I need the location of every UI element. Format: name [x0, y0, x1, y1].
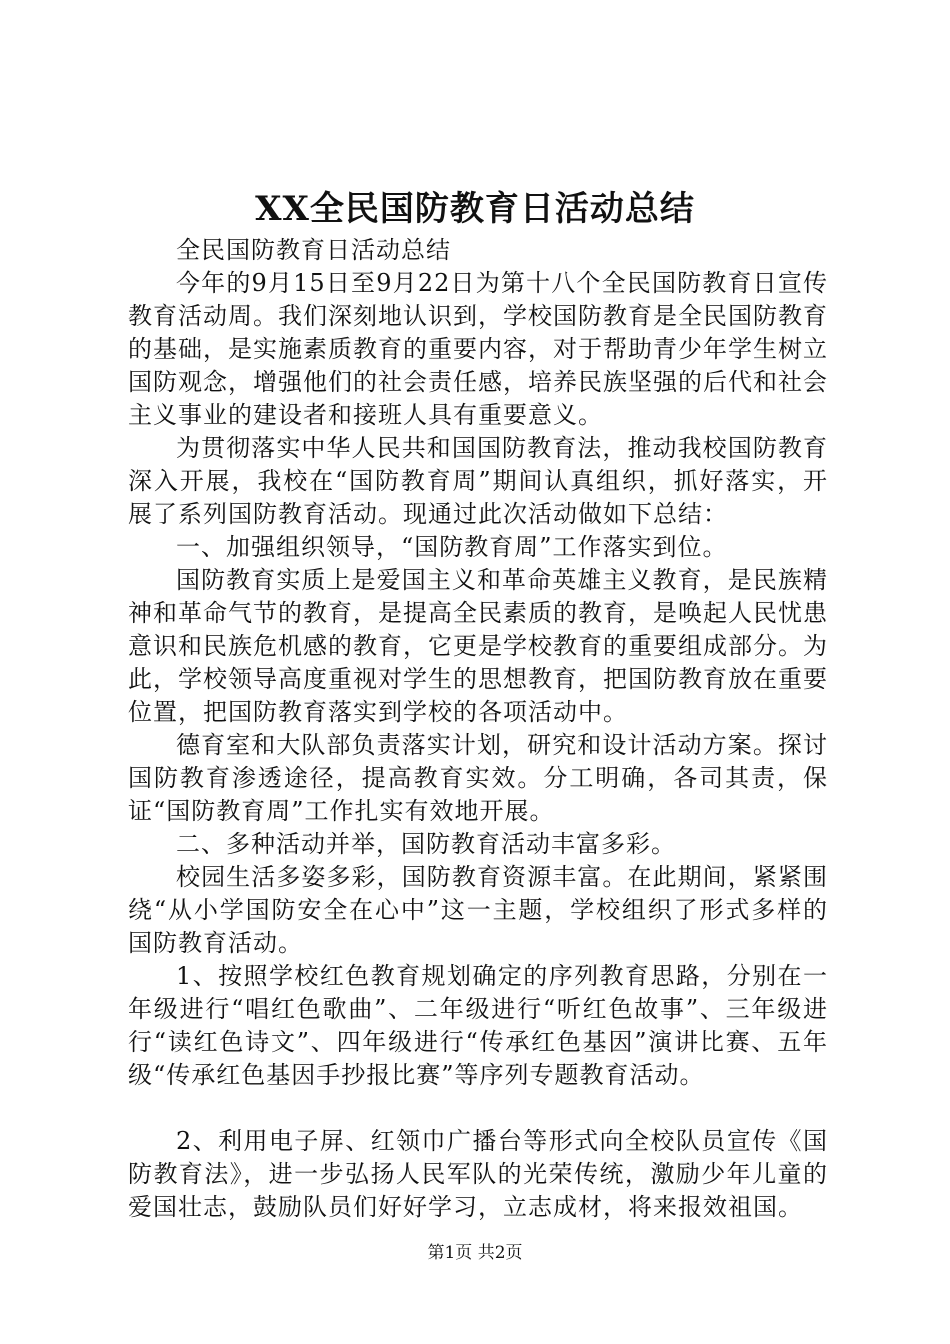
- paragraph-campus-life: 校园生活多姿多彩，国防教育资源丰富。在此期间，紧紧围绕“从小学国防安全在心中”这一主题，学校组织了形式多样的国防教育活动。: [128, 863, 828, 957]
- document-title: XX全民国防教育日活动总结: [255, 189, 695, 229]
- paragraph-planning: 德育室和大队部负责落实计划，研究和设计活动方案。探讨国防教育渗透途径，提高教育实效。分工明确，各司其责，保证“国防教育周”工作扎实有效地开展。: [128, 731, 828, 825]
- paragraph-item-2: 2、利用电子屏、红领巾广播台等形式向全校队员宣传《国防教育法》，进一步弘扬人民军队的光荣传统，激励少年儿童的爱国壮志，鼓励队员们好好学习，立志成材，将来报效祖国。: [128, 1127, 828, 1221]
- blank-line: [128, 1092, 828, 1125]
- page-footer: 第1页 共2页: [427, 1243, 523, 1263]
- document-body: [128, 234, 828, 1224]
- paragraph-defense-education: 国防教育实质上是爱国主义和革命英雄主义教育，是民族精神和革命气节的教育，是提高全民素质的教育，是唤起人民忧患意识和民族危机感的教育，它更是学校教育的重要组成部分。为此，学校领导高度重视对学生的思想教育，把国防教育放在重要位置，把国防教育落实到学校的各项活动中。: [128, 566, 828, 726]
- paragraph-item-1: 1、按照学校红色教育规划确定的序列教育思路，分别在一年级进行“唱红色歌曲”、二年级进行“听红色故事”、三年级进行“读红色诗文”、四年级进行“传承红色基因”演讲比赛、五年级“传承红色基因手抄报比赛”等序列专题教育活动。: [128, 962, 828, 1089]
- section-heading-1: 一、加强组织领导，“国防教育周”工作落实到位。: [176, 533, 728, 561]
- paragraph-implementation: 为贯彻落实中华人民共和国国防教育法，推动我校国防教育深入开展，我校在“国防教育周”期间认真组织，抓好落实，开展了系列国防教育活动。现通过此次活动做如下总结：: [128, 434, 828, 528]
- paragraph-intro: 今年的9月15日至9月22日为第十八个全民国防教育日宣传教育活动周。我们深刻地认识到，学校国防教育是全民国防教育的基础，是实施素质教育的重要内容，对于帮助青少年学生树立国防观念，增强他们的社会责任感，培养民族坚强的后代和社会主义事业的建设者和接班人具有重要意义。: [128, 269, 828, 429]
- section-heading-2: 二、多种活动并举，国防教育活动丰富多彩。: [176, 830, 676, 858]
- paragraph-subtitle: 全民国防教育日活动总结: [176, 236, 451, 264]
